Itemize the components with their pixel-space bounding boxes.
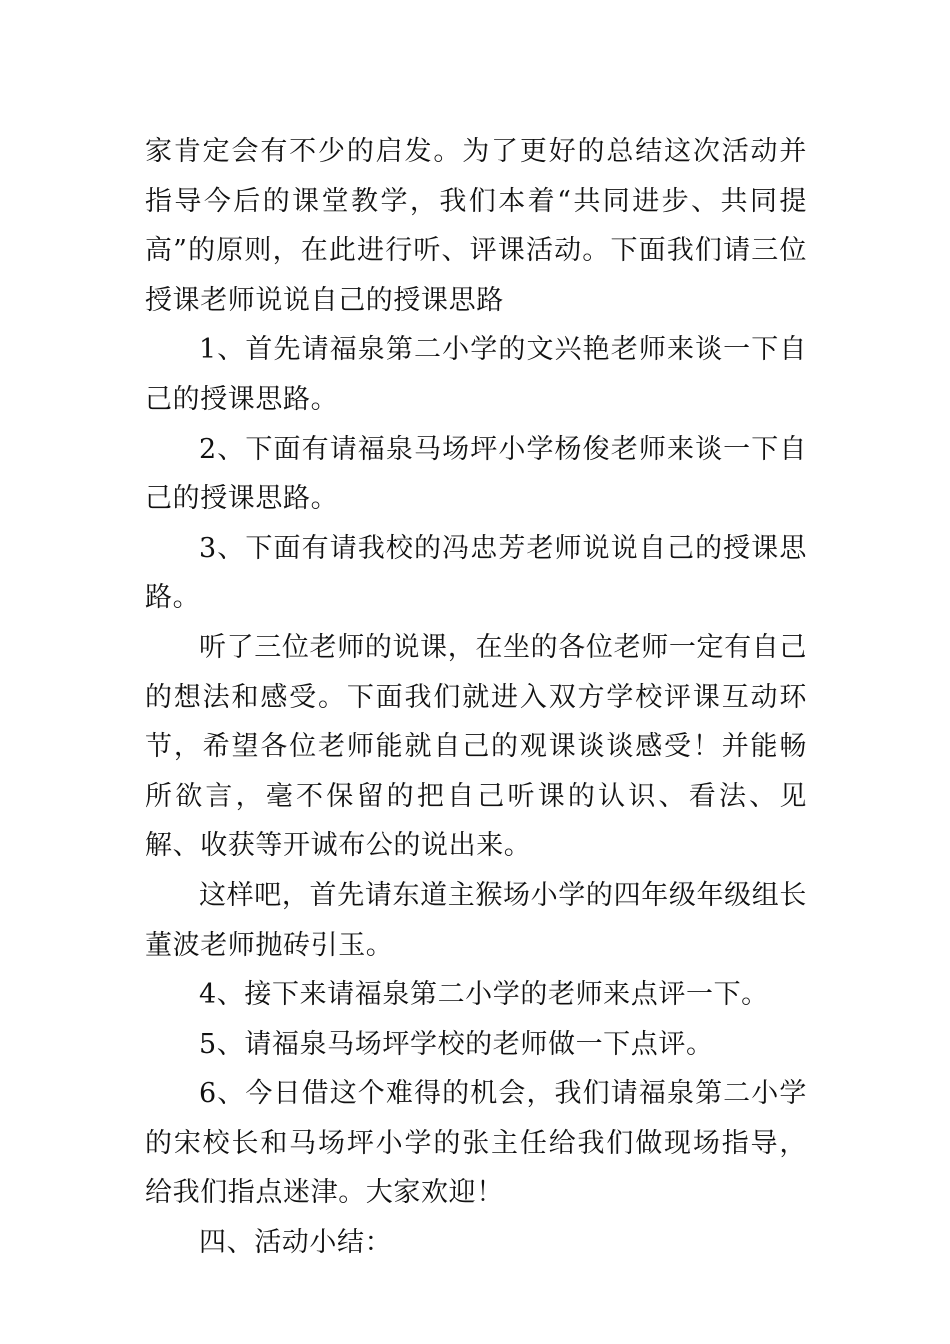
- paragraph-item-4: 4、接下来请福泉第二小学的老师来点评一下。: [199, 979, 769, 1011]
- paragraph-item-3: 3、下面有请我校的冯忠芳老师说说自己的授课思路。: [145, 532, 807, 614]
- paragraph-item-2: 2、下面有请福泉马场坪小学杨俊老师来谈一下自己的授课思路。: [145, 433, 807, 515]
- paragraph-first-review: 这样吧，首先请东道主猴场小学的四年级年级组长董波老师抛砖引玉。: [145, 879, 807, 961]
- paragraph-intro-continuation: 家肯定会有不少的启发。为了更好的总结这次活动并指导今后的课堂教学，我们本着“共同进步、共同提高”的原则，在此进行听、评课活动。下面我们请三位授课老师说说自己的授课思路: [145, 136, 807, 316]
- paragraph-transition: 听了三位老师的说课，在坐的各位老师一定有自己的想法和感受。下面我们就进入双方学校评课互动环节，希望各位老师能就自己的观课谈谈感受！并能畅所欲言，毫不保留的把自己听课的认识、看法、见解、收获等开诚布公的说出来。: [145, 631, 807, 862]
- paragraph-item-6: 6、今日借这个难得的机会，我们请福泉第二小学的宋校长和马场坪小学的张主任给我们做现场指导，给我们指点迷津。大家欢迎！: [145, 1078, 807, 1209]
- paragraph-item-1: 1、首先请福泉第二小学的文兴艳老师来谈一下自己的授课思路。: [145, 334, 807, 415]
- paragraph-item-5: 5、请福泉马场坪学校的老师做一下点评。: [199, 1028, 714, 1060]
- section-heading-summary: 四、活动小结：: [199, 1227, 393, 1259]
- document-body: [145, 127, 807, 1268]
